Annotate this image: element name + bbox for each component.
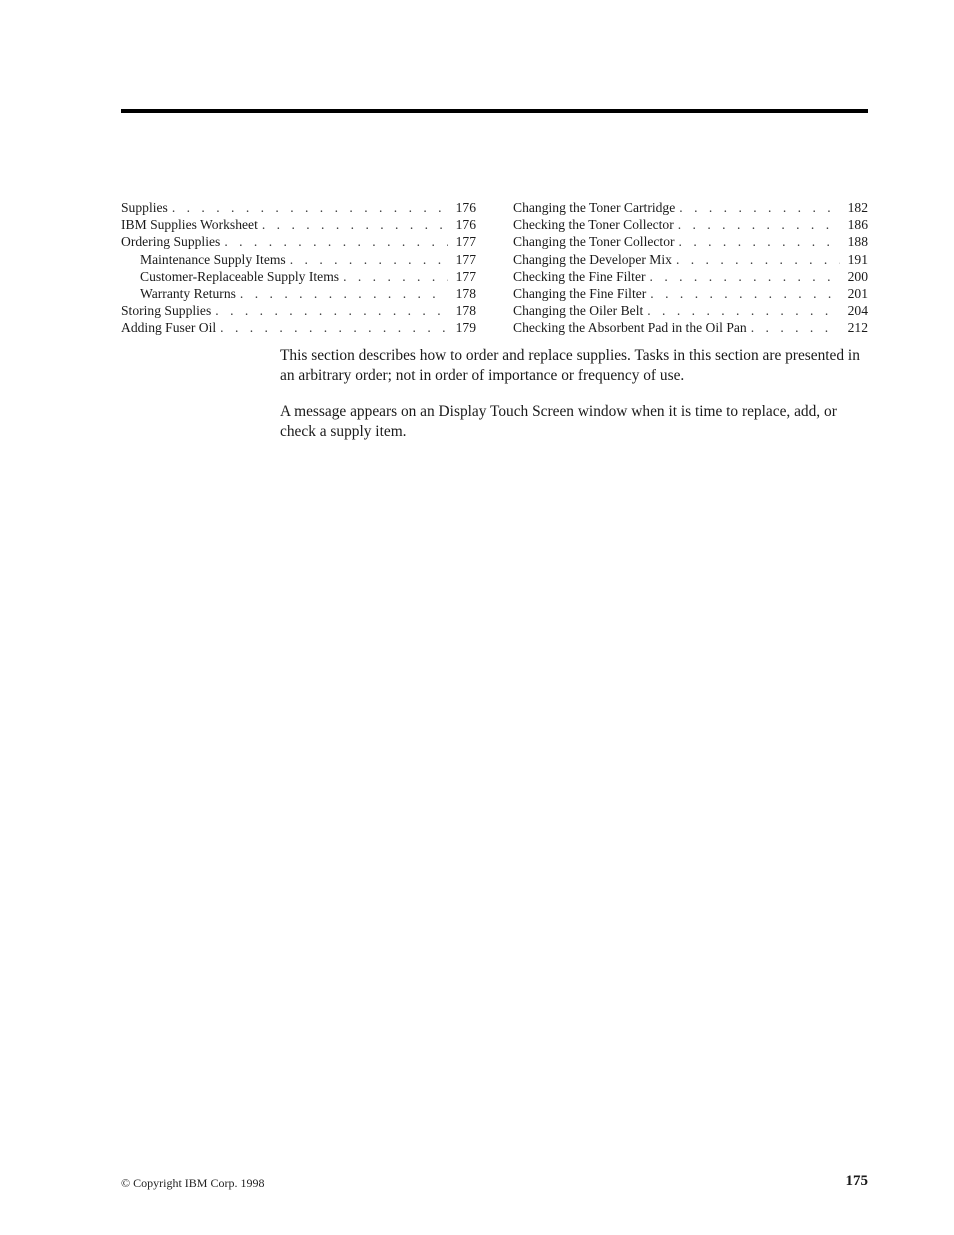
toc-entry-title: Maintenance Supply Items — [140, 251, 286, 267]
toc-entry[interactable] — [513, 199, 868, 216]
toc-entry-title: IBM Supplies Worksheet — [121, 217, 258, 233]
toc-entry[interactable] — [121, 268, 476, 285]
toc-leader-dots — [747, 319, 840, 336]
toc-entry-title: Changing the Oiler Belt — [513, 303, 644, 319]
toc-entry[interactable] — [121, 302, 476, 319]
toc-leader-dots — [675, 233, 840, 250]
copyright-notice: © Copyright IBM Corp. 1998 — [121, 1176, 265, 1190]
header-rule — [121, 109, 868, 113]
toc-entry[interactable] — [513, 251, 868, 268]
toc-entry[interactable] — [121, 199, 476, 216]
toc-left-column — [121, 199, 476, 337]
toc-entry-title: Changing the Fine Filter — [513, 285, 647, 301]
toc-leader-dots — [168, 199, 448, 216]
toc-entry-page: 177 — [455, 234, 476, 250]
toc-entry-page: 212 — [847, 320, 868, 336]
section-intro — [280, 346, 870, 458]
toc-leader-dots — [646, 268, 840, 285]
toc-entry[interactable] — [513, 268, 868, 285]
toc-entry-page: 200 — [847, 268, 868, 284]
toc-entry-title: Changing the Developer Mix — [513, 251, 672, 267]
toc-entry-title: Adding Fuser Oil — [121, 320, 217, 336]
toc-leader-dots — [258, 216, 448, 233]
toc-leader-dots — [286, 251, 448, 268]
intro-paragraph: A message appears on an Display Touch Screen window when it is time to replace, add, or check a supply item. — [280, 403, 837, 440]
toc-entry-page: 177 — [455, 268, 476, 284]
toc-right-column — [513, 199, 868, 337]
toc-entry-title: Customer-Replaceable Supply Items — [140, 268, 340, 284]
toc-entry-title: Ordering Supplies — [121, 234, 221, 250]
intro-paragraph: This section describes how to order and replace supplies. Tasks in this section are presented in an arbitrary order; not in order of importance or frequency of use. — [280, 347, 860, 384]
toc-entry[interactable] — [513, 233, 868, 250]
toc-entry-title: Changing the Toner Collector — [513, 234, 675, 250]
toc-leader-dots — [672, 251, 840, 268]
toc-entry[interactable] — [121, 233, 476, 250]
toc-leader-dots — [339, 268, 448, 285]
toc-entry-page: 204 — [847, 303, 868, 319]
toc-entry-title: Storing Supplies — [121, 303, 212, 319]
toc-entry[interactable] — [121, 319, 476, 336]
toc-entry-page: 182 — [847, 200, 868, 215]
toc-entry[interactable] — [513, 285, 868, 302]
toc-entry-page: 177 — [455, 251, 476, 267]
toc-entry-title: Changing the Toner Cartridge — [513, 200, 676, 215]
toc-leader-dots — [236, 285, 448, 302]
toc-entry-page: 179 — [455, 320, 476, 336]
toc-entry[interactable] — [513, 216, 868, 233]
toc-leader-dots — [674, 216, 840, 233]
toc-entry-page: 176 — [455, 200, 476, 215]
page-number: 175 — [845, 1173, 868, 1189]
toc-entry[interactable] — [121, 285, 476, 302]
toc-entry[interactable] — [513, 302, 868, 319]
toc-leader-dots — [646, 285, 840, 302]
toc-leader-dots — [220, 233, 448, 250]
toc-entry-title: Supplies — [121, 200, 168, 215]
toc-leader-dots — [211, 302, 448, 319]
toc-entry-title: Checking the Fine Filter — [513, 268, 646, 284]
toc-leader-dots — [675, 199, 840, 216]
toc-entry[interactable] — [121, 216, 476, 233]
toc-entry-page: 191 — [847, 251, 868, 267]
toc-entry-page: 201 — [847, 285, 868, 301]
toc-entry[interactable] — [513, 319, 868, 336]
toc-entry[interactable] — [121, 251, 476, 268]
toc-entry-title: Warranty Returns — [140, 285, 236, 301]
toc-entry-page: 178 — [455, 285, 476, 301]
toc-entry-title: Checking the Absorbent Pad in the Oil Pan — [513, 320, 747, 336]
toc-leader-dots — [643, 302, 840, 319]
toc-leader-dots — [216, 319, 448, 336]
toc-entry-page: 176 — [455, 217, 476, 233]
toc-entry-page: 188 — [847, 234, 868, 250]
toc-entry-title: Checking the Toner Collector — [513, 217, 674, 233]
toc-entry-page: 178 — [455, 303, 476, 319]
toc-entry-page: 186 — [847, 217, 868, 233]
